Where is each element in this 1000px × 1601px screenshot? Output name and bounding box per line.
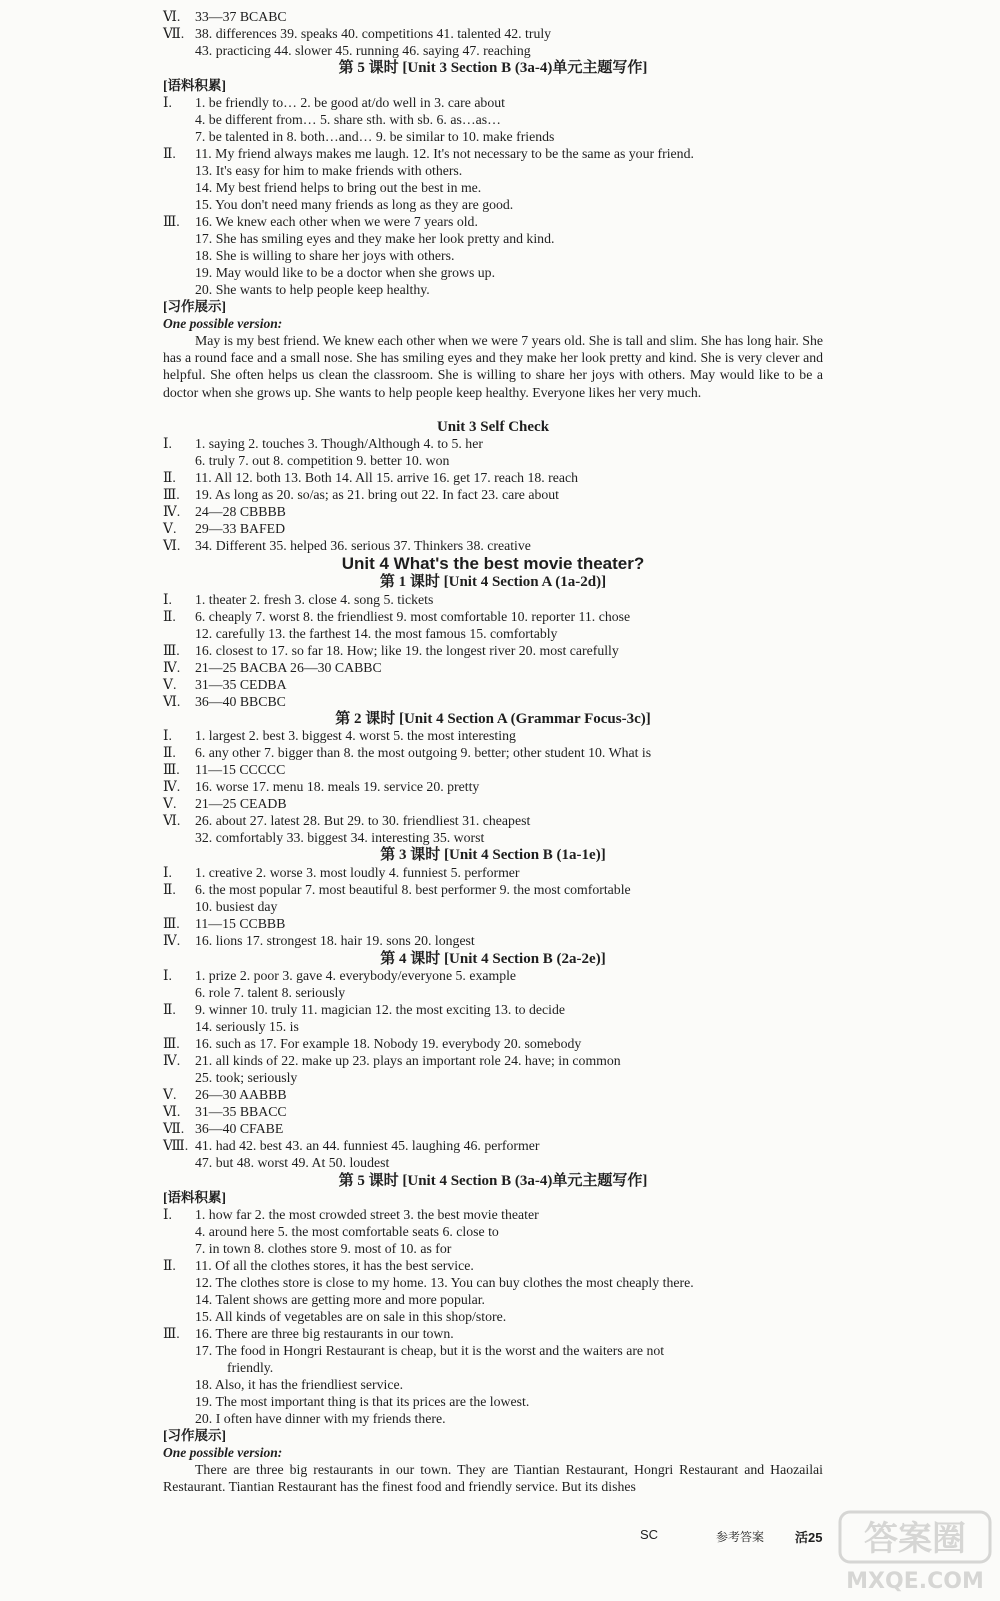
roman-numeral: Ⅰ. [163,728,172,743]
roman-numeral: Ⅶ. [163,26,185,41]
line-text: 20. She wants to help people keep healthy. [195,282,430,297]
line-text: 6. truly 7. out 8. competition 9. better 10. won [195,453,450,468]
line-text: 16. such as 17. For example 18. Nobody 19. everybody 20. somebody [195,1036,582,1051]
line-text: 16. closest to 17. so far 18. How; like 19. the longest river 20. most carefully [195,643,619,658]
answer-line [163,864,833,881]
answer-line [163,967,833,984]
answer-line [163,94,833,111]
section-heading [163,555,823,572]
line-text: 16. worse 17. menu 18. meals 19. service 20. pretty [195,779,480,794]
roman-numeral: Ⅳ. [163,933,181,948]
answer-line [163,625,833,642]
line-text: 17. The food in Hongri Restaurant is cheap, but it is the worst and the waiters are not [195,1343,665,1358]
section-heading [163,573,823,590]
answer-line [163,1359,833,1376]
watermark-url: MXQE.COM [846,1569,984,1594]
answer-line [163,145,833,162]
answer-line [163,25,833,42]
roman-numeral: Ⅲ. [163,1326,180,1341]
roman-numeral: Ⅰ. [163,436,172,451]
answer-line [163,315,833,332]
line-text: 1. theater 2. fresh 3. close 4. song 5. tickets [195,592,434,607]
roman-numeral: Ⅲ. [163,762,180,777]
answer-line [163,8,833,25]
line-text: 15. You don't need many friends as long as they are good. [195,197,514,212]
line-text: 11. Of all the clothes stores, it has the best service. [195,1258,474,1273]
line-text: 47. but 48. worst 49. At 50. loudest [195,1155,390,1170]
answer-line [163,42,833,59]
answer-line [163,1069,833,1086]
line-text: 9. winner 10. truly 11. magician 12. the most exciting 13. to decide [195,1002,566,1017]
line-text: 19. May would like to be a doctor when she grows up. [195,265,496,280]
heading-text: 第 1 课时 [Unit 4 Section A (1a-2d)] [379,574,607,590]
line-text: [习作展示] [163,299,226,314]
answer-line [163,230,833,247]
answer-line [163,1035,833,1052]
answer-line [163,503,833,520]
line-text: 4. around here 5. the most comfortable seats 6. close to [195,1224,499,1239]
answer-line [163,469,833,486]
roman-numeral: Ⅱ. [163,470,176,485]
line-text: 12. carefully 13. the farthest 14. the most famous 15. comfortably [195,626,558,641]
answer-line [163,591,833,608]
answer-line [163,1137,833,1154]
answer-line [163,608,833,625]
roman-numeral: Ⅱ. [163,745,176,760]
heading-text: Unit 4 What's the best movie theater? [341,554,645,573]
line-text: 36—40 BBCBC [195,694,286,709]
line-text: 1. largest 2. best 3. biggest 4. worst 5. the most interesting [195,728,516,743]
heading-text: 第 5 课时 [Unit 4 Section B (3a-4)单元主题写作] [338,1173,648,1189]
line-text: 19. The most important thing is that its prices are the lowest. [195,1394,530,1409]
line-text: 17. She has smiling eyes and they make her look pretty and kind. [195,231,555,246]
answer-line [163,1376,833,1393]
roman-numeral: Ⅵ. [163,813,181,828]
line-text: 16. We knew each other when we were 7 years old. [195,214,478,229]
roman-numeral: Ⅳ. [163,660,181,675]
answer-line [163,1444,833,1461]
subsection-label [163,1189,833,1206]
answer-line [163,693,833,710]
heading-text: 第 2 课时 [Unit 4 Section A (Grammar Focus-3c)] [335,711,651,727]
roman-numeral: Ⅱ. [163,609,176,624]
answer-line [163,1120,833,1137]
roman-numeral: Ⅴ. [163,521,177,536]
line-text: 41. had 42. best 43. an 44. funniest 45. laughing 46. performer [195,1138,540,1153]
line-text: 29—33 BAFED [195,521,286,536]
line-text: 14. My best friend helps to bring out the best in me. [195,180,482,195]
answer-line [163,1103,833,1120]
line-text: 21—25 BACBA 26—30 CABBC [195,660,382,675]
roman-numeral: Ⅰ. [163,865,172,880]
line-text: 19. As long as 20. so/as; as 21. bring out 22. In fact 23. care about [195,487,560,502]
line-text: 6. role 7. talent 8. seriously [195,985,346,1000]
section-heading [163,846,823,863]
answer-line [163,196,833,213]
answer-line [163,1291,833,1308]
line-text: [语料积累] [163,1190,226,1205]
sample-essay-unit3: May is my best friend. We knew each other when we were 7 years old. She is tall and slim. She has long hair. She has a round face and a small nose. She has smiling eyes and they make her look pretty and kind. She is very clever and helpful. She often helps us clean the classroom. She is willing to share her joys with others. May would like to be a doctor when she grows up. She wants to help people keep healthy. Everyone likes her very much. [163,333,823,400]
roman-numeral: Ⅲ. [163,643,180,658]
roman-numeral: Ⅴ. [163,1087,177,1102]
answer-line [163,898,833,915]
section-heading [163,418,823,435]
line-text: 7. in town 8. clothes store 9. most of 10. as for [195,1241,452,1256]
answer-line [163,213,833,230]
answer-line [163,179,833,196]
sample-essay-unit4: There are three big restaurants in our town. They are Tiantian Restaurant, Hongri Restaurant and Haozailai Restaurant. Tiantian Restaurant has the finest food and friendly service. But its dishes [163,1462,823,1495]
line-text: 14. seriously 15. is [195,1019,299,1034]
answer-line [163,881,833,898]
subsection-label [163,77,833,94]
answer-line [163,1308,833,1325]
section-heading [163,950,823,967]
answer-line [163,812,833,829]
line-text: 21. all kinds of 22. make up 23. plays an important role 24. have; in common [195,1053,621,1068]
answer-line [163,727,833,744]
line-text: 12. The clothes store is close to my home. 13. You can buy clothes the most cheaply there. [195,1275,694,1290]
section-heading [163,59,823,76]
answer-line [163,1240,833,1257]
line-text: 6. any other 7. bigger than 8. the most outgoing 9. better; other student 10. What is [195,745,652,760]
line-text: 16. lions 17. strongest 18. hair 19. sons 20. longest [195,933,475,948]
roman-numeral: Ⅰ. [163,1207,172,1222]
answer-line [163,1274,833,1291]
roman-numeral: Ⅰ. [163,968,172,983]
answer-line [163,128,833,145]
line-text: 36—40 CFABE [195,1121,284,1136]
line-text: 1. prize 2. poor 3. gave 4. everybody/everyone 5. example [195,968,517,983]
roman-numeral: Ⅰ. [163,592,172,607]
roman-numeral: Ⅱ. [163,882,176,897]
line-text: 24—28 CBBBB [195,504,286,519]
heading-text: 第 4 课时 [Unit 4 Section B (2a-2e)] [380,951,606,967]
answer-line [163,1206,833,1223]
answer-line [163,1086,833,1103]
answer-line [163,281,833,298]
answer-line [163,520,833,537]
answer-line [163,1223,833,1240]
line-text: 38. differences 39. speaks 40. competitions 41. talented 42. truly [195,26,552,41]
roman-numeral: Ⅳ. [163,779,181,794]
answer-line [163,744,833,761]
line-text: 34. Different 35. helped 36. serious 37. Thinkers 38. creative [195,538,531,553]
line-text: [语料积累] [163,78,226,93]
answer-line [163,642,833,659]
section-heading [163,1172,823,1189]
watermark-icon [838,1508,998,1596]
line-text: 10. busiest day [195,899,278,914]
line-text: 7. be talented in 8. both…and… 9. be similar to 10. make friends [195,129,555,144]
line-text: 6. the most popular 7. most beautiful 8. best performer 9. the most comfortable [195,882,631,897]
line-text: 1. how far 2. the most crowded street 3. the best movie theater [195,1207,539,1222]
subsection-label [163,298,833,315]
answer-line [163,1325,833,1342]
line-text: 14. Talent shows are getting more and more popular. [195,1292,485,1307]
answer-line [163,932,833,949]
line-text: 11. All 12. both 13. Both 14. All 15. arrive 16. get 17. reach 18. reach [195,470,579,485]
roman-numeral: Ⅴ. [163,677,177,692]
roman-numeral: Ⅲ. [163,487,180,502]
answer-line [163,452,833,469]
line-text: 32. comfortably 33. biggest 34. interesting 35. worst [195,830,485,845]
roman-numeral: Ⅲ. [163,214,180,229]
roman-numeral: Ⅱ. [163,146,176,161]
line-text: 13. It's easy for him to make friends with others. [195,163,463,178]
answer-line [163,659,833,676]
roman-numeral: Ⅴ. [163,796,177,811]
line-text: 6. cheaply 7. worst 8. the friendliest 9. most comfortable 10. reporter 11. chose [195,609,631,624]
line-text: 4. be different from… 5. share sth. with sb. 6. as…as… [195,112,501,127]
answer-line [163,1257,833,1274]
answer-line [163,1154,833,1171]
footer-code: SC [640,1527,659,1542]
line-text: 33—37 BCABC [195,9,287,24]
answer-line [163,247,833,264]
footer-page-number: 活25 [795,1530,823,1545]
answer-line [163,761,833,778]
line-text: 31—35 BBACC [195,1104,287,1119]
answer-line [163,264,833,281]
line-text: 31—35 CEDBA [195,677,287,692]
roman-numeral: Ⅱ. [163,1258,176,1273]
line-text: 1. creative 2. worse 3. most loudly 4. funniest 5. performer [195,865,520,880]
answer-line [163,795,833,812]
answer-line [163,829,833,846]
line-text: friendly. [227,1360,274,1375]
line-text: 16. There are three big restaurants in our town. [195,1326,454,1341]
answer-line [163,778,833,795]
watermark-text: 答案圈 [864,1519,966,1559]
line-text: 1. be friendly to… 2. be good at/do well in 3. care about [195,95,505,110]
roman-numeral: Ⅷ. [163,1138,189,1153]
line-text: 26—30 AABBB [195,1087,287,1102]
line-text: 1. saying 2. touches 3. Though/Although 4. to 5. her [195,436,483,451]
roman-numeral: Ⅶ. [163,1121,185,1136]
heading-text: 第 5 课时 [Unit 3 Section B (3a-4)单元主题写作] [338,60,648,76]
answer-line [163,1001,833,1018]
answer-line [163,984,833,1001]
footer-label: 参考答案 [716,1530,765,1544]
line-text: 11—15 CCCCC [195,762,286,777]
answer-line [163,435,833,452]
section-heading [163,710,823,727]
roman-numeral: Ⅳ. [163,504,181,519]
heading-text: Unit 3 Self Check [436,419,550,435]
line-text: 15. All kinds of vegetables are on sale in this shop/store. [195,1309,507,1324]
answer-line [163,1052,833,1069]
answer-line [163,1393,833,1410]
roman-numeral: Ⅵ. [163,1104,181,1119]
line-text: 21—25 CEADB [195,796,287,811]
roman-numeral: Ⅲ. [163,1036,180,1051]
roman-numeral: Ⅱ. [163,1002,176,1017]
line-text: 11. My friend always makes me laugh. 12. It's not necessary to be the same as your friend. [195,146,694,161]
answer-line [163,915,833,932]
roman-numeral: Ⅵ. [163,9,181,24]
roman-numeral: Ⅳ. [163,1053,181,1068]
answer-line [163,162,833,179]
line-text: 11—15 CCBBB [195,916,286,931]
roman-numeral: Ⅰ. [163,95,172,110]
heading-text: 第 3 课时 [Unit 4 Section B (1a-1e)] [380,847,606,863]
line-text: [习作展示] [163,1428,226,1443]
essay-label: One possible version: [163,1445,283,1460]
answer-line [163,111,833,128]
answer-line [163,1342,833,1359]
answer-line [163,486,833,503]
roman-numeral: Ⅵ. [163,694,181,709]
watermark-logo [838,1508,998,1596]
roman-numeral: Ⅵ. [163,538,181,553]
essay-label: One possible version: [163,316,283,331]
line-text: 43. practicing 44. slower 45. running 46. saying 47. reaching [195,43,531,58]
subsection-label [163,1427,833,1444]
line-text: 26. about 27. latest 28. But 29. to 30. friendliest 31. cheapest [195,813,531,828]
answer-line [163,537,833,554]
roman-numeral: Ⅲ. [163,916,180,931]
line-text: 25. took; seriously [195,1070,298,1085]
answer-line [163,1018,833,1035]
line-text: 18. Also, it has the friendliest service. [195,1377,404,1392]
line-text: 20. I often have dinner with my friends there. [195,1411,446,1426]
answer-line [163,676,833,693]
answer-line [163,1410,833,1427]
line-text: 18. She is willing to share her joys with others. [195,248,455,263]
